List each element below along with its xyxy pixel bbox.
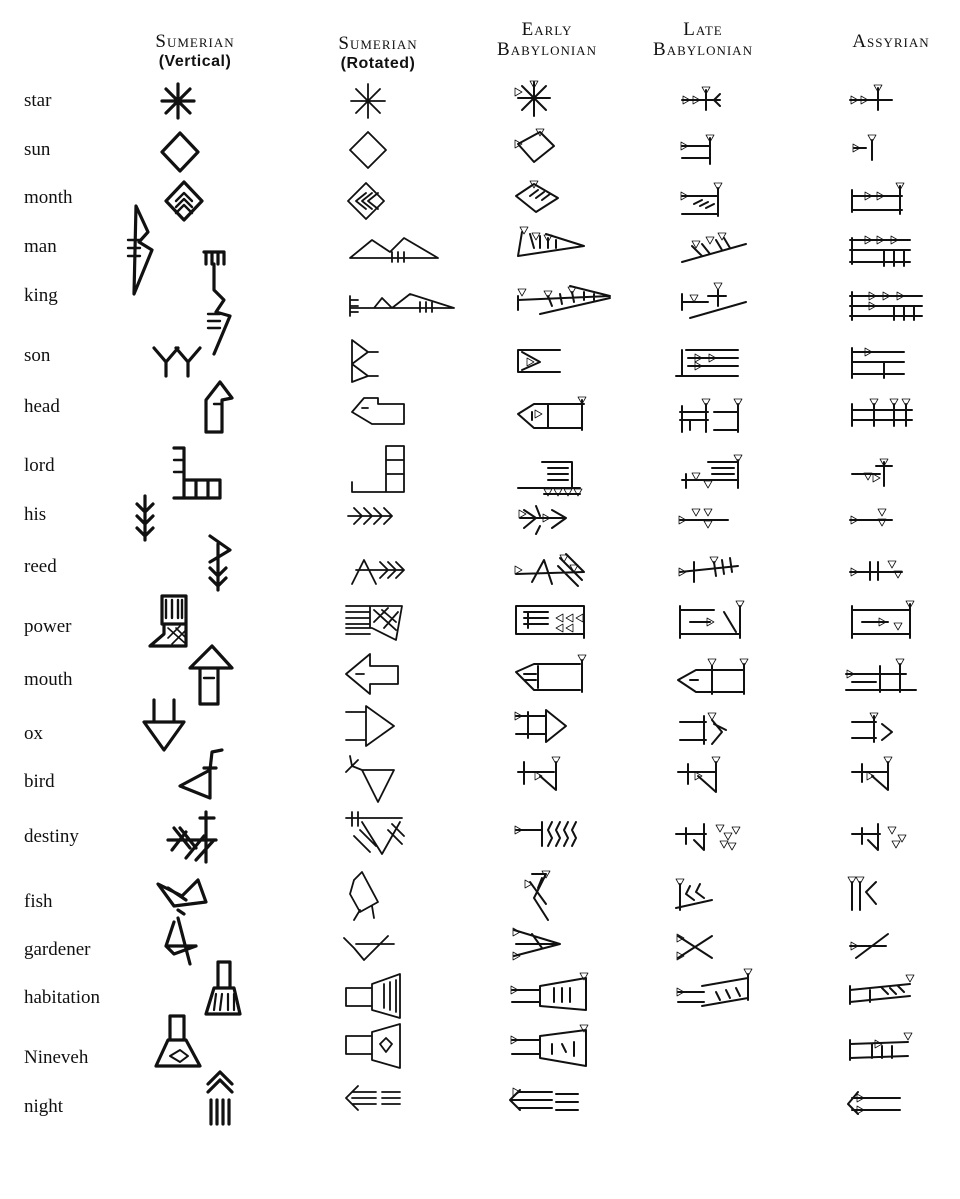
sign-mouth-late-babylonian — [678, 659, 748, 694]
header-subtitle: (Vertical) — [158, 53, 232, 70]
sign-head-early-babylonian — [518, 397, 586, 430]
sign-son-assyrian — [852, 348, 904, 378]
sign-man-early-babylonian — [518, 227, 584, 256]
sign-fish-early-babylonian — [525, 871, 550, 920]
sign-ox-assyrian — [852, 713, 892, 742]
word-ox: ox — [24, 723, 43, 744]
sign-power-late-babylonian — [680, 601, 744, 638]
sumerian-rotated-signs — [344, 84, 454, 1110]
sign-habitation-vertical — [206, 962, 240, 1014]
sign-ox-rotated — [346, 706, 394, 746]
sign-mouth-rotated — [346, 654, 398, 694]
sign-gardener-rotated — [344, 936, 394, 960]
word-head: head — [24, 396, 60, 417]
sign-son-rotated — [352, 340, 378, 382]
word-gardener: gardener — [24, 939, 91, 960]
sign-king-assyrian — [850, 292, 922, 320]
word-son: son — [24, 345, 51, 366]
sumerian-vertical-signs — [128, 84, 240, 1124]
sign-power-vertical — [150, 596, 186, 646]
sign-bird-assyrian — [852, 757, 892, 790]
sign-mouth-early-babylonian — [516, 655, 586, 692]
sign-gardener-assyrian — [850, 934, 888, 958]
sign-sun-assyrian — [853, 135, 876, 160]
sign-gardener-early-babylonian — [513, 928, 560, 960]
sign-month-vertical — [166, 182, 202, 220]
sign-night-rotated — [346, 1086, 400, 1110]
sign-nineveh-early-babylonian — [511, 1025, 588, 1066]
sign-fish-vertical — [158, 880, 206, 914]
sign-king-late-babylonian — [682, 283, 746, 318]
sign-fish-rotated — [350, 872, 378, 920]
sign-reed-late-babylonian — [679, 557, 738, 582]
sign-lord-assyrian — [852, 459, 892, 486]
word-his: his — [24, 504, 47, 525]
sign-star-early-babylonian — [515, 81, 550, 116]
word-night: night — [24, 1096, 64, 1117]
sign-man-rotated — [350, 238, 438, 262]
sign-star-late-babylonian — [682, 87, 720, 110]
sign-gardener-late-babylonian — [677, 934, 712, 960]
sign-son-early-babylonian — [518, 350, 560, 372]
sign-destiny-assyrian — [852, 824, 906, 850]
word-star: star — [24, 90, 52, 111]
header-title: Sumerian — [155, 31, 235, 52]
sign-gardener-vertical — [166, 918, 196, 964]
sign-bird-early-babylonian — [518, 757, 560, 790]
word-fish: fish — [24, 891, 53, 912]
sign-bird-rotated — [346, 756, 394, 802]
sign-lord-early-babylonian — [518, 462, 582, 496]
sign-destiny-rotated — [346, 812, 404, 854]
word-power: power — [24, 616, 72, 637]
sign-man-assyrian — [850, 236, 910, 266]
sign-fish-assyrian — [848, 877, 876, 910]
sign-star-assyrian — [850, 85, 892, 110]
header-subtitle: Babylonian — [497, 39, 597, 60]
sign-king-vertical — [204, 252, 230, 354]
sign-his-rotated — [348, 508, 392, 524]
sign-man-late-babylonian — [682, 233, 746, 262]
sign-sun-early-babylonian — [515, 129, 554, 162]
sign-destiny-late-babylonian — [676, 824, 740, 850]
sign-mouth-vertical — [190, 646, 232, 704]
header-title: Assyrian — [852, 31, 930, 52]
sign-lord-late-babylonian — [682, 455, 742, 488]
sign-habitation-late-babylonian — [677, 969, 752, 1006]
header-title: Sumerian — [338, 33, 418, 54]
assyrian-signs — [846, 85, 922, 1114]
sign-reed-vertical — [210, 536, 230, 590]
sign-star-vertical — [162, 84, 194, 118]
sign-habitation-rotated — [346, 974, 400, 1018]
sign-reed-assyrian — [850, 561, 902, 580]
sign-lord-rotated — [352, 446, 404, 492]
sign-sun-vertical — [162, 133, 198, 171]
sign-sun-rotated — [350, 132, 386, 168]
word-mouth: mouth — [24, 669, 73, 690]
late-babylonian-signs — [676, 87, 752, 1006]
sign-his-late-babylonian — [679, 509, 728, 528]
sign-king-rotated — [350, 294, 454, 316]
sign-man-vertical — [128, 206, 152, 294]
word-reed: reed — [24, 556, 57, 577]
word-destiny: destiny — [24, 826, 79, 847]
sign-power-assyrian — [852, 601, 914, 638]
sign-head-assyrian — [852, 399, 912, 426]
sign-night-assyrian — [848, 1092, 900, 1114]
sign-month-early-babylonian — [516, 181, 558, 212]
sign-night-vertical — [208, 1072, 232, 1124]
sign-nineveh-rotated — [346, 1024, 400, 1068]
header-title: Late — [683, 19, 723, 40]
sign-son-late-babylonian — [676, 350, 738, 376]
sign-lord-vertical — [174, 448, 220, 498]
sign-month-assyrian — [852, 183, 904, 214]
sign-head-rotated — [352, 398, 404, 424]
header-subtitle: (Rotated) — [340, 55, 416, 72]
word-nineveh: Nineveh — [24, 1047, 89, 1068]
sign-bird-late-babylonian — [678, 757, 720, 792]
sign-month-rotated — [348, 183, 384, 219]
sign-his-early-babylonian — [519, 506, 566, 534]
word-habitation: habitation — [24, 987, 100, 1008]
sign-ox-vertical — [144, 700, 184, 750]
sign-destiny-vertical — [168, 812, 216, 862]
sign-his-vertical — [137, 496, 153, 540]
header-title: Early — [521, 19, 573, 40]
sign-mouth-assyrian — [846, 659, 916, 692]
sign-habitation-assyrian — [850, 975, 914, 1004]
sign-bird-vertical — [180, 750, 222, 798]
sign-head-vertical — [206, 382, 232, 432]
sign-nineveh-vertical — [156, 1016, 200, 1066]
sign-ox-late-babylonian — [680, 713, 726, 744]
sign-star-rotated — [351, 84, 385, 118]
word-king: king — [24, 285, 58, 306]
sign-habitation-early-babylonian — [511, 973, 588, 1010]
word-lord: lord — [24, 455, 55, 476]
word-man: man — [24, 236, 57, 257]
sign-destiny-early-babylonian — [515, 822, 576, 846]
word-sun: sun — [24, 139, 51, 160]
sign-reed-rotated — [352, 560, 404, 584]
header-subtitle: Babylonian — [653, 39, 753, 60]
sign-power-rotated — [346, 606, 402, 640]
sign-king-early-babylonian — [518, 286, 610, 314]
sign-reed-early-babylonian — [515, 554, 584, 586]
word-bird: bird — [24, 771, 55, 792]
sign-ox-early-babylonian — [515, 710, 566, 742]
sign-his-assyrian — [850, 509, 892, 526]
sign-power-early-babylonian — [516, 606, 584, 638]
sign-sun-late-babylonian — [681, 135, 714, 164]
sign-nineveh-assyrian — [850, 1033, 912, 1060]
sign-son-vertical — [154, 348, 200, 376]
sign-month-late-babylonian — [681, 183, 722, 216]
word-month: month — [24, 187, 73, 208]
sign-head-late-babylonian — [680, 399, 742, 432]
sign-fish-late-babylonian — [676, 879, 712, 910]
sign-night-early-babylonian — [510, 1088, 578, 1110]
early-babylonian-signs — [510, 81, 610, 1110]
